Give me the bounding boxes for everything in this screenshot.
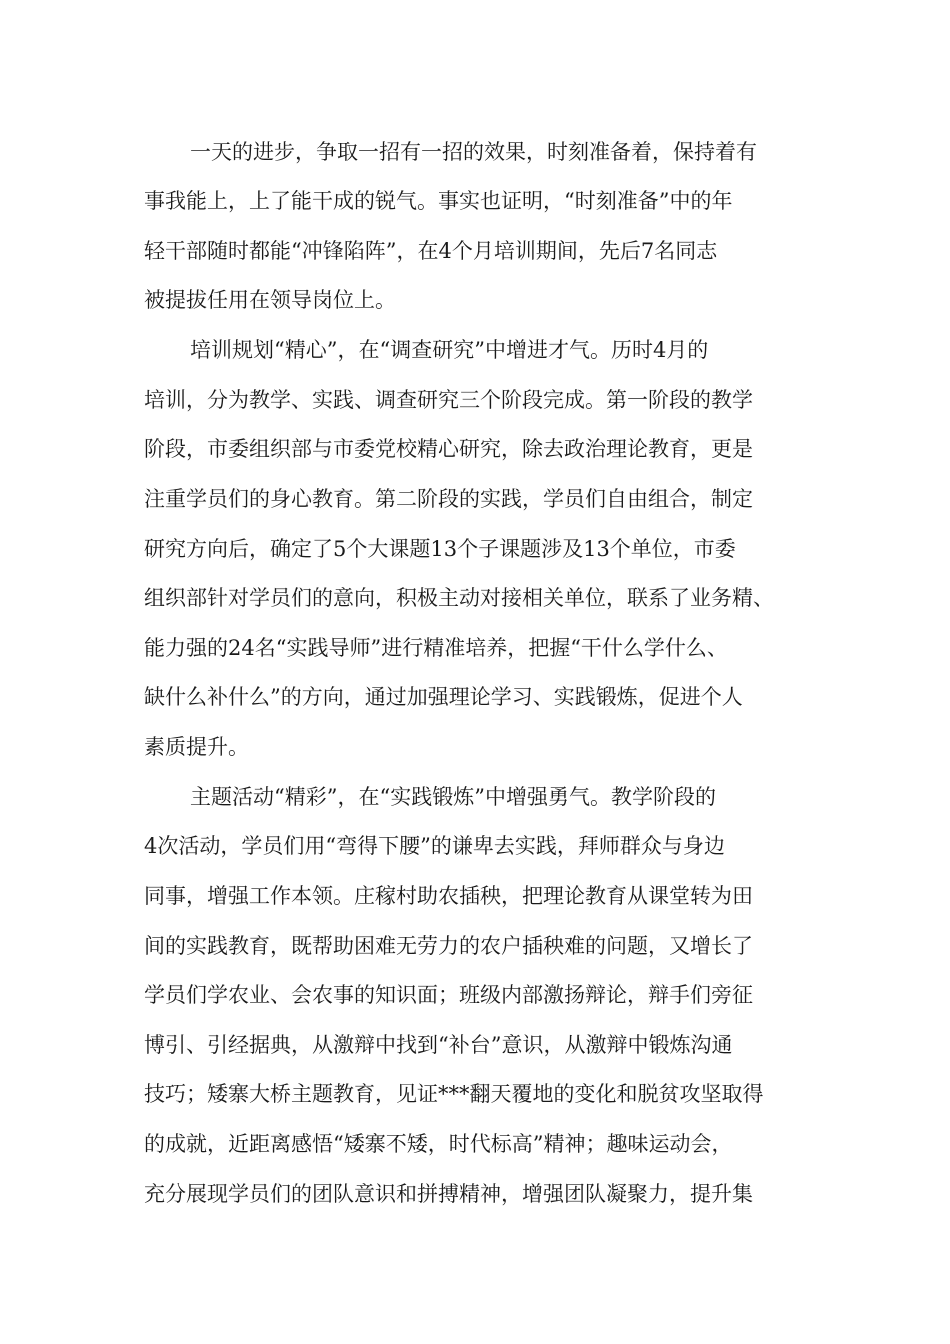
- text-line: 技巧；矮寨大桥主题教育，见证***翻天覆地的变化和脱贫攻坚取得: [144, 1082, 764, 1106]
- text-line: 被提拔任用在领导岗位上。: [144, 288, 396, 312]
- text-line: 4次活动，学员们用“弯得下腰”的谦卑去实践，拜师群众与身边: [144, 834, 725, 858]
- text-line: 主题活动“精彩”，在“实践锻炼”中增强勇气。教学阶段的: [190, 785, 716, 809]
- text-line: 素质提升。: [144, 735, 249, 759]
- text-line: 阶段，市委组织部与市委党校精心研究，除去政治理论教育，更是: [144, 437, 753, 461]
- text-line: 组织部针对学员们的意向，积极主动对接相关单位，联系了业务精、: [144, 586, 774, 610]
- text-line: 一天的进步，争取一招有一招的效果，时刻准备着，保持着有: [190, 140, 757, 164]
- text-line: 博引、引经据典，从激辩中找到“补台”意识，从激辩中锻炼沟通: [144, 1033, 733, 1057]
- text-line: 学员们学农业、会农事的知识面；班级内部激扬辩论，辩手们旁征: [144, 983, 753, 1007]
- text-line: 的成就，近距离感悟“矮寨不矮，时代标高”精神；趣味运动会，: [144, 1132, 733, 1156]
- text-line: 充分展现学员们的团队意识和拼搏精神，增强团队凝聚力，提升集: [144, 1182, 753, 1206]
- text-line: 培训规划“精心”，在“调查研究”中增进才气。历时4月的: [190, 338, 709, 362]
- text-line: 同事，增强工作本领。庄稼村助农插秧，把理论教育从课堂转为田: [144, 884, 753, 908]
- text-line: 能力强的24名“实践导师”进行精准培养，把握“干什么学什么、: [144, 636, 728, 660]
- text-line: 培训，分为教学、实践、调查研究三个阶段完成。第一阶段的教学: [144, 388, 753, 412]
- text-line: 事我能上，上了能干成的锐气。事实也证明，“时刻准备”中的年: [144, 189, 733, 213]
- text-line: 轻干部随时都能“冲锋陷阵”，在4个月培训期间，先后7名同志: [144, 239, 718, 263]
- text-line: 注重学员们的身心教育。第二阶段的实践，学员们自由组合，制定: [144, 487, 753, 511]
- text-line: 研究方向后，确定了5个大课题13个子课题涉及13个单位，市委: [144, 537, 736, 561]
- text-line: 缺什么补什么”的方向，通过加强理论学习、实践锻炼，促进个人: [144, 685, 743, 709]
- text-line: 间的实践教育，既帮助困难无劳力的农户插秧难的问题，又增长了: [144, 934, 753, 958]
